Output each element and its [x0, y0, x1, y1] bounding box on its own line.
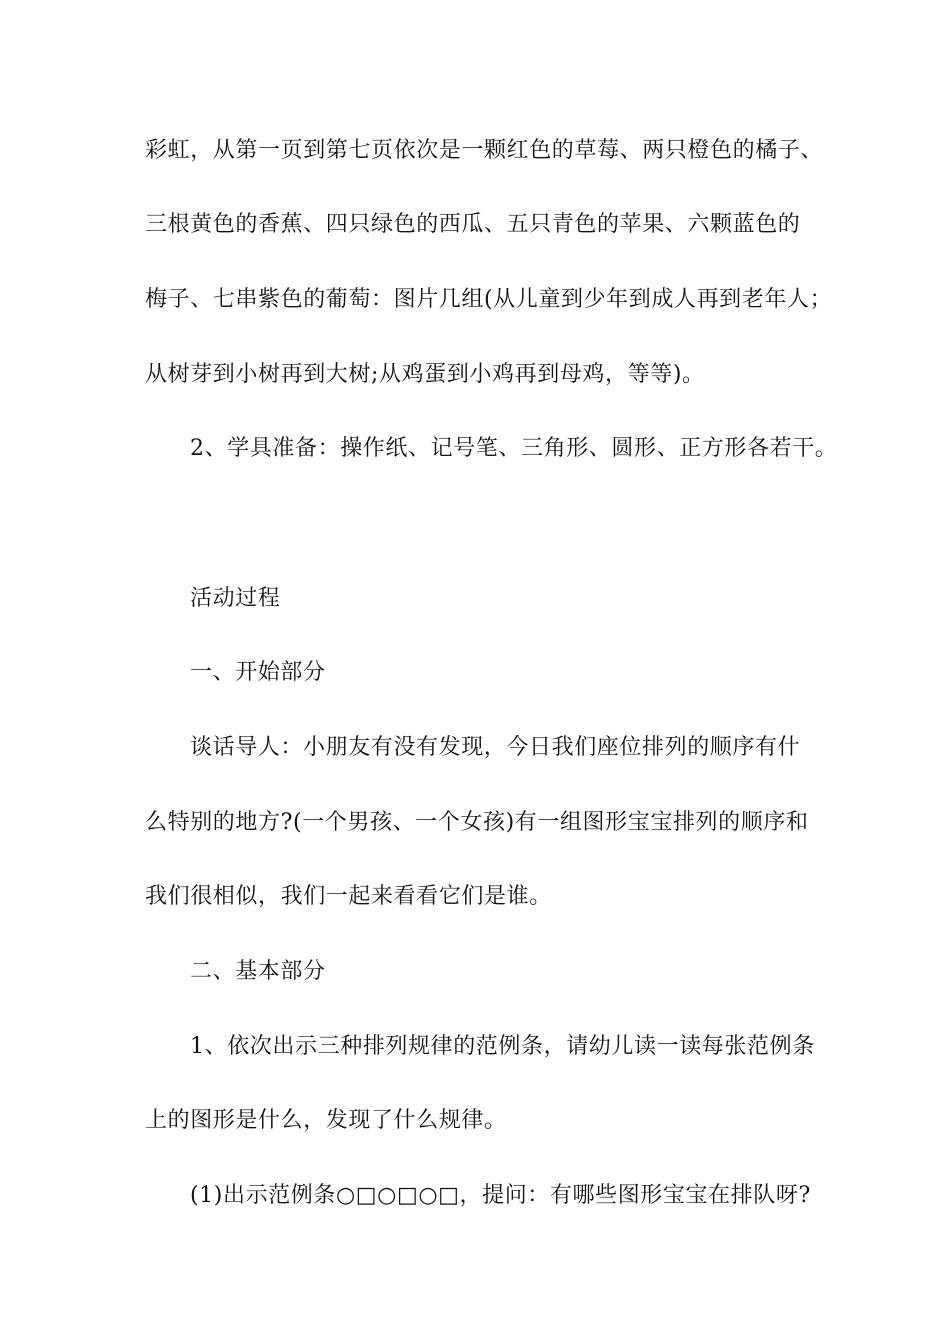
- paragraph-line: 彩虹，从第一页到第七页依次是一颗红色的草莓、两只橙色的橘子、: [145, 138, 824, 163]
- section-heading: 二、基本部分: [190, 959, 326, 984]
- paragraph-line: 梅子、七串紫色的葡萄：图片几组(从儿童到少年到成人再到老年人；: [145, 287, 833, 312]
- section-heading: 一、开始部分: [190, 660, 326, 685]
- paragraph-line: 么特别的地方?(一个男孩、一个女孩)有一组图形宝宝排列的顺序和: [145, 810, 809, 835]
- paragraph-line: 谈话导人：小朋友有没有发现，今日我们座位排列的顺序有什: [190, 735, 801, 760]
- paragraph-line: (1)出示范例条○□○□○□，提问：有哪些图形宝宝在排队呀?: [190, 1183, 811, 1208]
- section-heading: 活动过程: [190, 586, 281, 611]
- paragraph-line: 我们很相似，我们一起来看看它们是谁。: [145, 884, 552, 909]
- paragraph-line: 三根黄色的香蕉、四只绿色的西瓜、五只青色的苹果、六颗蓝色的: [145, 212, 801, 237]
- paragraph-line: 2、学具准备：操作纸、记号笔、三角形、圆形、正方形各若干。: [190, 436, 838, 461]
- paragraph-line: 上的图形是什么，发现了什么规律。: [145, 1108, 507, 1133]
- paragraph-line: 从树芽到小树再到大树;从鸡蛋到小鸡再到母鸡，等等)。: [145, 362, 705, 387]
- paragraph-line: 1、依次出示三种排列规律的范例条，请幼儿读一读每张范例条: [190, 1034, 815, 1059]
